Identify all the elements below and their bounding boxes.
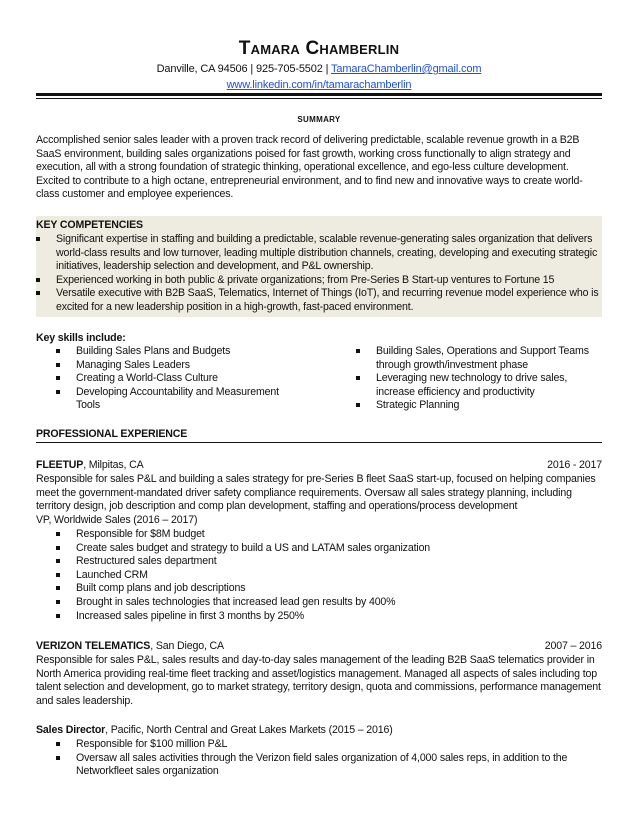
- job-bullet: Responsible for $8M budget: [56, 528, 602, 542]
- role-detail: , Pacific, North Central and Great Lakes Markets (2015 – 2016): [105, 724, 393, 736]
- competency-item: Experienced working in both public & private organizations; from Pre-Series B Start-up ventures to Fortune 15: [36, 274, 602, 288]
- summary-text: Accomplished senior sales leader with a proven track record of delivering predictable, scalable revenue growth in a B2B SaaS environment, building sales organizations poised for fast growth, working cross functionally to align strategy and execution, all with a strong foundation of strategic thinking, operational excellence, and ego-less culture development. Excited to contribute to a high octane, entrepreneurial environment, and to find new and innovative ways to create world-class customer and employee experiences.: [36, 134, 583, 201]
- contact-text: Danville, CA 94506 | 925-705-5502 |: [156, 63, 332, 75]
- job-bullet: Brought in sales technologies that increased lead gen results by 400%: [56, 596, 602, 610]
- job-role: [36, 724, 602, 738]
- skills-column-1: [56, 345, 296, 413]
- job-bullet: Responsible for $100 million P&L: [56, 738, 602, 752]
- job-bullets: [56, 738, 602, 779]
- linkedin-link[interactable]: www.linkedin.com/in/tamarachamberlin: [226, 79, 412, 91]
- job-header-verizon: [36, 640, 602, 654]
- resume-header: [0, 38, 638, 92]
- job-dates: 2016 - 2017: [547, 459, 602, 471]
- candidate-name: Tamara Chamberlin: [238, 38, 400, 59]
- job-description: Responsible for sales P&L and building a sales strategy for pre-Series B fleet SaaS start-up, focused on helping companies meet the government-mandated driver safety compliance requirements. Oversaw all sales strategy planning, including territory design, job description and comp plan development, staffing and operations/process development: [36, 473, 596, 513]
- job-dates: 2007 – 2016: [544, 640, 602, 652]
- skill-item: Building Sales, Operations and Support Teams through growth/investment phase: [356, 345, 601, 372]
- job-bullet: Built comp plans and job descriptions: [56, 582, 602, 596]
- company-name: VERIZON TELEMATICS: [36, 640, 151, 652]
- header-rule-thick: [36, 93, 602, 96]
- skill-item: Developing Accountability and Measurement Tools: [56, 386, 296, 413]
- contact-line: [0, 62, 638, 76]
- summary-title: SUMMARY: [297, 115, 341, 124]
- job-bullet: Create sales budget and strategy to build a US and LATAM sales organization: [56, 542, 602, 556]
- company-location: , Milpitas, CA: [83, 459, 144, 471]
- skill-item: Leveraging new technology to drive sales, increase efficiency and productivity: [356, 372, 601, 399]
- job-bullet: Increased sales pipeline in first 3 months by 250%: [56, 610, 602, 624]
- competency-item: Versatile executive with B2B SaaS, Telematics, Internet of Things (IoT), and recurring revenue model experience who is excited for a new leadership position in a high-growth, fast-paced environment.: [36, 287, 602, 314]
- linkedin-line: [0, 78, 638, 92]
- role-title: Sales Director: [36, 724, 106, 736]
- job-header-fleetup: [36, 459, 602, 473]
- company-location: , San Diego, CA: [150, 640, 224, 652]
- job-bullet: Oversaw all sales activities through the Verizon field sales organization of 4,000 sales reps, in addition to the Networkfleet sales organization: [56, 752, 602, 779]
- job-description: Responsible for sales P&L, sales results and day-to-day sales management of the leading B2B SaaS telematics provider in North America providing real-time fleet tracking and asset/logistics management. Managed all aspects of sales including top talent selection and development, go to market strategy, territory design, quota and commissions, performance management and sales leadership.: [36, 654, 601, 707]
- skills-title: Key skills include:: [36, 332, 126, 344]
- competencies-list: [36, 233, 602, 315]
- job-bullet: Restructured sales department: [56, 555, 602, 569]
- competency-item: Significant expertise in staffing and building a predictable, scalable revenue-generating sales organization that delivers world-class results and low turnover, leading multiple distribution channels, creating, developing and executing strategic initiatives, leadership selection and development, and P&L ownership.: [36, 233, 602, 274]
- job-role: VP, Worldwide Sales (2016 – 2017): [36, 514, 198, 526]
- skill-item: Creating a World-Class Culture: [56, 372, 296, 386]
- skill-item: Building Sales Plans and Budgets: [56, 345, 296, 359]
- skill-item: Strategic Planning: [356, 399, 601, 413]
- company-name: FLEETUP: [36, 459, 84, 471]
- experience-title: PROFESSIONAL EXPERIENCE: [36, 428, 188, 440]
- competencies-title: KEY COMPETENCIES: [36, 219, 143, 231]
- email-link[interactable]: TamaraChamberlin@gmail.com: [331, 63, 482, 75]
- experience-rule: [36, 442, 602, 443]
- skills-column-2: [356, 345, 601, 413]
- header-rule-thin: [36, 98, 602, 99]
- skill-item: Managing Sales Leaders: [56, 359, 296, 373]
- job-bullet: Launched CRM: [56, 569, 602, 583]
- job-bullets: [56, 528, 602, 623]
